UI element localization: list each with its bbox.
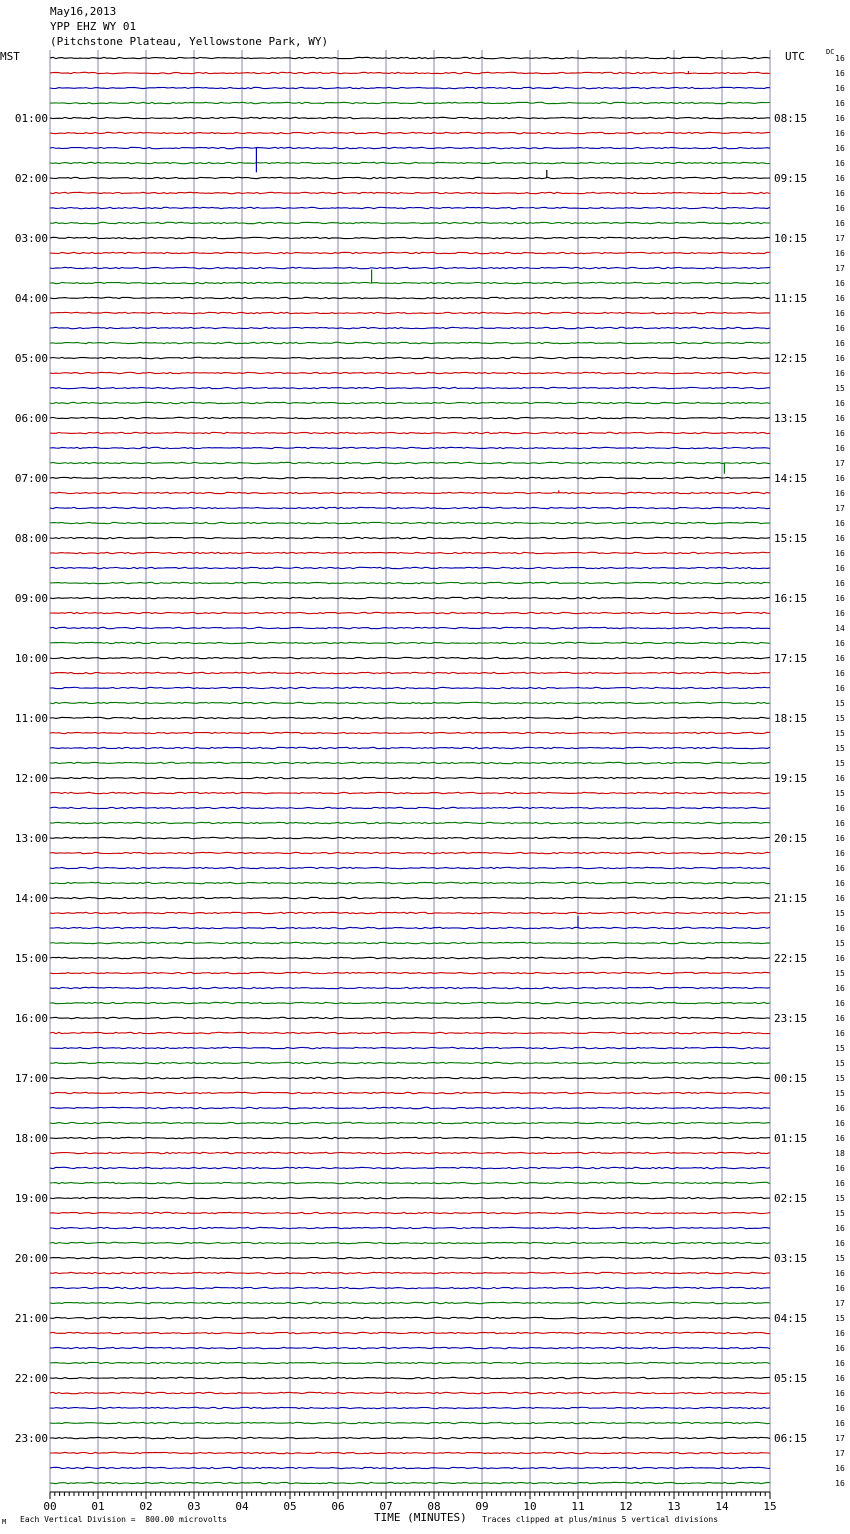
trace-row (50, 852, 770, 853)
dc-offset-label: 16 (835, 84, 845, 93)
trace-row (50, 717, 770, 718)
trace-row (50, 1212, 770, 1213)
mst-hour-label: 07:00 (14, 472, 48, 485)
trace-row (50, 1062, 770, 1063)
dc-offset-label: 17 (835, 1434, 845, 1443)
dc-offset-label: 16 (835, 1179, 845, 1188)
dc-offset-label: 16 (835, 174, 845, 183)
x-axis-title: TIME (MINUTES) (374, 1511, 467, 1524)
mst-hour-label: 17:00 (14, 1072, 48, 1085)
utc-hour-label: 21:15 (774, 892, 808, 905)
dc-offset-label: 16 (835, 1134, 845, 1143)
mst-hour-label: 22:00 (14, 1372, 48, 1385)
trace-row (50, 522, 770, 523)
dc-offset-label: 16 (835, 159, 845, 168)
dc-offset-label: 15 (835, 759, 845, 768)
dc-offset-label: 16 (835, 819, 845, 828)
utc-hour-label: 11:15 (774, 292, 808, 305)
dc-offset-label: 16 (835, 804, 845, 813)
trace-row (50, 687, 770, 688)
utc-hour-label: 18:15 (774, 712, 808, 725)
trace-row (50, 702, 770, 703)
trace-row (50, 1002, 770, 1003)
dc-offset-label: 16 (835, 489, 845, 498)
dc-offset-label: 16 (835, 114, 845, 123)
trace-row (50, 552, 770, 553)
date-label: May16,2013 (50, 5, 117, 18)
dc-offset-label: 15 (835, 1209, 845, 1218)
dc-offset-label: 16 (835, 249, 845, 258)
dc-offset-label: 18 (835, 1149, 845, 1158)
trace-row (50, 642, 770, 643)
dc-offset-label: 16 (835, 879, 845, 888)
footer-left-mark: M (2, 1518, 7, 1526)
dc-offset-label: 16 (835, 1329, 845, 1338)
trace-row (50, 327, 770, 328)
utc-hour-label: 22:15 (774, 952, 808, 965)
dc-offset-label: 16 (835, 684, 845, 693)
mst-hour-label: 04:00 (14, 292, 48, 305)
utc-hour-label: 03:15 (774, 1252, 808, 1265)
utc-hour-label: 06:15 (774, 1432, 808, 1445)
dc-offset-label: 16 (835, 474, 845, 483)
mst-hour-label: 10:00 (14, 652, 48, 665)
trace-row (50, 972, 770, 973)
mst-hour-label: 05:00 (14, 352, 48, 365)
dc-offset-label: 16 (835, 1404, 845, 1413)
dc-offset-label: 16 (835, 294, 845, 303)
x-tick-label: 13 (667, 1500, 681, 1513)
trace-row (50, 387, 770, 388)
dc-offset-label: 16 (835, 1359, 845, 1368)
utc-hour-label: 19:15 (774, 772, 808, 785)
trace-row (50, 357, 770, 358)
utc-hour-label: 02:15 (774, 1192, 808, 1205)
trace-row (50, 177, 770, 178)
dc-offset-label: 15 (835, 939, 845, 948)
x-tick-label: 15 (763, 1500, 777, 1513)
trace-row (50, 582, 770, 583)
dc-offset-label: 16 (835, 519, 845, 528)
trace-row (50, 267, 770, 268)
dc-offset-label: 16 (835, 639, 845, 648)
dc-offset-label: 16 (835, 1464, 845, 1473)
scale-note: Each Vertical Division = 800.00 microvolts (20, 1515, 228, 1524)
x-tick-label: 06 (331, 1500, 345, 1513)
dc-offset-label: 16 (835, 954, 845, 963)
x-tick-label: 10 (523, 1500, 537, 1513)
mst-hour-label: 23:00 (14, 1432, 48, 1445)
dc-offset-label: 15 (835, 1044, 845, 1053)
trace-row (50, 732, 770, 733)
x-tick-label: 01 (91, 1500, 105, 1513)
trace-row (50, 462, 770, 463)
dc-offset-label: 16 (835, 99, 845, 108)
utc-hour-label: 00:15 (774, 1072, 808, 1085)
mst-hour-label: 18:00 (14, 1132, 48, 1145)
trace-row (50, 237, 770, 238)
trace-row (50, 162, 770, 163)
trace-row (50, 627, 770, 628)
dc-offset-label: 17 (835, 459, 845, 468)
trace-row (50, 72, 770, 73)
trace-row (50, 792, 770, 793)
station-label: YPP EHZ WY 01 (50, 20, 137, 33)
trace-row (50, 567, 770, 568)
dc-offset-label: 16 (835, 1029, 845, 1038)
trace-row (50, 1302, 770, 1303)
trace-row (50, 882, 770, 883)
dc-offset-label: 15 (835, 744, 845, 753)
dc-offset-label: 16 (835, 399, 845, 408)
dc-offset-label: 16 (835, 354, 845, 363)
dc-offset-label: 16 (835, 1119, 845, 1128)
dc-offset-label: 16 (835, 69, 845, 78)
mst-hour-label: 19:00 (14, 1192, 48, 1205)
trace-row (50, 1047, 770, 1048)
dc-offset-label: 17 (835, 1449, 845, 1458)
trace-row (50, 252, 770, 253)
dc-offset-label: 15 (835, 969, 845, 978)
dc-offset-label: 16 (835, 924, 845, 933)
dc-offset-label: 16 (835, 579, 845, 588)
utc-hour-label: 20:15 (774, 832, 808, 845)
dc-offset-label: 16 (835, 429, 845, 438)
trace-row (50, 297, 770, 298)
trace-row (50, 537, 770, 538)
utc-hour-label: 13:15 (774, 412, 808, 425)
dc-offset-label: 16 (835, 1419, 845, 1428)
dc-offset-label: 16 (835, 564, 845, 573)
x-tick-label: 07 (379, 1500, 393, 1513)
trace-row (50, 1107, 770, 1108)
trace-row (50, 597, 770, 598)
dc-offset-label: 17 (835, 264, 845, 273)
mst-hour-label: 20:00 (14, 1252, 48, 1265)
utc-hour-label: 04:15 (774, 1312, 808, 1325)
trace-row (50, 1197, 770, 1198)
trace-row (50, 837, 770, 838)
dc-offset-label: 16 (835, 1164, 845, 1173)
trace-row (50, 342, 770, 343)
trace-row (50, 1452, 770, 1453)
dc-offset-label: 16 (835, 1239, 845, 1248)
mst-hour-label: 09:00 (14, 592, 48, 605)
mst-hour-label: 14:00 (14, 892, 48, 905)
dc-offset-label: 15 (835, 1074, 845, 1083)
trace-row (50, 762, 770, 763)
location-label: (Pitchstone Plateau, Yellowstone Park, WY) (50, 35, 329, 48)
trace-row (50, 1392, 770, 1393)
x-tick-label: 04 (235, 1500, 249, 1513)
trace-row (50, 477, 770, 478)
utc-hour-label: 14:15 (774, 472, 808, 485)
utc-hour-label: 23:15 (774, 1012, 808, 1025)
trace-row (50, 432, 770, 433)
dc-offset-label: 16 (835, 984, 845, 993)
trace-row (50, 492, 770, 493)
dc-offset-label: 16 (835, 534, 845, 543)
trace-row (50, 117, 770, 118)
dc-offset-label: 16 (835, 594, 845, 603)
dc-offset-label: 16 (835, 549, 845, 558)
utc-hour-label: 08:15 (774, 112, 808, 125)
trace-row (50, 672, 770, 673)
dc-offset-label: 16 (835, 1389, 845, 1398)
dc-offset-label: 15 (835, 714, 845, 723)
dc-offset-label: 15 (835, 384, 845, 393)
trace-row (50, 1182, 770, 1183)
x-tick-label: 03 (187, 1500, 201, 1513)
mst-hour-label: 01:00 (14, 112, 48, 125)
trace-row (50, 657, 770, 658)
trace-row (50, 807, 770, 808)
x-tick-label: 02 (139, 1500, 153, 1513)
mst-hour-label: 06:00 (14, 412, 48, 425)
dc-offset-label: 16 (835, 1284, 845, 1293)
dc-offset-label: 16 (835, 219, 845, 228)
dc-offset-label: 16 (835, 129, 845, 138)
trace-row (50, 822, 770, 823)
trace-row (50, 57, 770, 58)
dc-offset-label: 16 (835, 54, 845, 63)
trace-row (50, 417, 770, 418)
trace-row (50, 282, 770, 283)
dc-offset-label: 16 (835, 894, 845, 903)
dc-offset-label: 17 (835, 234, 845, 243)
trace-row (50, 132, 770, 133)
trace-row (50, 987, 770, 988)
trace-row (50, 207, 770, 208)
trace-row (50, 912, 770, 913)
mst-hour-label: 08:00 (14, 532, 48, 545)
utc-hour-label: 12:15 (774, 352, 808, 365)
dc-label: DC (826, 48, 835, 56)
dc-offset-label: 15 (835, 1254, 845, 1263)
trace-row (50, 1257, 770, 1258)
x-tick-label: 09 (475, 1500, 489, 1513)
trace-row (50, 1467, 770, 1468)
utc-axis-label: UTC (785, 50, 805, 63)
mst-hour-label: 15:00 (14, 952, 48, 965)
trace-row (50, 867, 770, 868)
mst-hour-label: 12:00 (14, 772, 48, 785)
dc-offset-label: 16 (835, 369, 845, 378)
dc-offset-label: 16 (835, 1344, 845, 1353)
trace-row (50, 447, 770, 448)
trace-row (50, 1137, 770, 1138)
dc-offset-label: 16 (835, 654, 845, 663)
utc-hour-label: 10:15 (774, 232, 808, 245)
trace-row (50, 507, 770, 508)
trace-row (50, 1152, 770, 1153)
trace-row (50, 777, 770, 778)
trace-row (50, 372, 770, 373)
x-tick-label: 00 (43, 1500, 57, 1513)
trace-row (50, 87, 770, 88)
dc-offset-label: 16 (835, 864, 845, 873)
utc-hour-label: 09:15 (774, 172, 808, 185)
dc-offset-label: 16 (835, 1224, 845, 1233)
trace-row (50, 1032, 770, 1033)
utc-hour-label: 17:15 (774, 652, 808, 665)
dc-offset-label: 16 (835, 849, 845, 858)
trace-row (50, 1167, 770, 1168)
dc-offset-label: 15 (835, 909, 845, 918)
trace-row (50, 1362, 770, 1363)
clip-note: Traces clipped at plus/minus 5 vertical divisions (482, 1515, 719, 1524)
trace-row (50, 147, 770, 148)
utc-hour-label: 16:15 (774, 592, 808, 605)
dc-offset-label: 16 (835, 324, 845, 333)
trace-row (50, 1017, 770, 1018)
trace-row (50, 402, 770, 403)
trace-row (50, 1242, 770, 1243)
dc-offset-label: 15 (835, 699, 845, 708)
trace-row (50, 312, 770, 313)
dc-offset-label: 16 (835, 1104, 845, 1113)
trace-row (50, 957, 770, 958)
trace-row (50, 1317, 770, 1318)
trace-row (50, 747, 770, 748)
trace-row (50, 1332, 770, 1333)
trace-row (50, 1272, 770, 1273)
x-tick-label: 14 (715, 1500, 729, 1513)
trace-row (50, 942, 770, 943)
mst-hour-label: 02:00 (14, 172, 48, 185)
trace-row (50, 1422, 770, 1423)
trace-row (50, 1287, 770, 1288)
dc-offset-label: 14 (835, 624, 845, 633)
trace-row (50, 192, 770, 193)
dc-offset-label: 15 (835, 789, 845, 798)
trace-row (50, 1092, 770, 1093)
mst-hour-label: 11:00 (14, 712, 48, 725)
dc-offset-label: 15 (835, 729, 845, 738)
utc-hour-label: 01:15 (774, 1132, 808, 1145)
x-tick-label: 12 (619, 1500, 633, 1513)
x-tick-label: 08 (427, 1500, 441, 1513)
trace-row (50, 1482, 770, 1483)
dc-offset-label: 16 (835, 189, 845, 198)
trace-row (50, 1407, 770, 1408)
dc-offset-label: 17 (835, 1299, 845, 1308)
dc-offset-label: 16 (835, 279, 845, 288)
mst-hour-label: 16:00 (14, 1012, 48, 1025)
dc-offset-label: 15 (835, 1314, 845, 1323)
trace-row (50, 1122, 770, 1123)
dc-offset-label: 15 (835, 1089, 845, 1098)
dc-offset-label: 17 (835, 504, 845, 513)
trace-row (50, 612, 770, 613)
trace-row (50, 1077, 770, 1078)
dc-offset-label: 16 (835, 669, 845, 678)
dc-offset-label: 15 (835, 1059, 845, 1068)
dc-offset-label: 15 (835, 1194, 845, 1203)
trace-row (50, 222, 770, 223)
dc-offset-label: 16 (835, 339, 845, 348)
dc-offset-label: 16 (835, 444, 845, 453)
dc-offset-label: 16 (835, 414, 845, 423)
dc-offset-label: 16 (835, 1269, 845, 1278)
trace-row (50, 1377, 770, 1378)
dc-offset-label: 16 (835, 144, 845, 153)
x-tick-label: 05 (283, 1500, 297, 1513)
dc-offset-label: 16 (835, 204, 845, 213)
x-tick-label: 11 (571, 1500, 585, 1513)
trace-row (50, 102, 770, 103)
dc-offset-label: 16 (835, 1479, 845, 1488)
dc-offset-label: 16 (835, 609, 845, 618)
utc-hour-label: 05:15 (774, 1372, 808, 1385)
dc-offset-label: 16 (835, 999, 845, 1008)
mst-hour-label: 03:00 (14, 232, 48, 245)
trace-row (50, 1347, 770, 1348)
trace-row (50, 897, 770, 898)
dc-offset-label: 16 (835, 834, 845, 843)
dc-offset-label: 16 (835, 1014, 845, 1023)
mst-hour-label: 21:00 (14, 1312, 48, 1325)
mst-axis-label: MST (0, 50, 20, 63)
trace-row (50, 1437, 770, 1438)
trace-row (50, 927, 770, 928)
mst-hour-label: 13:00 (14, 832, 48, 845)
dc-offset-label: 16 (835, 309, 845, 318)
trace-row (50, 1227, 770, 1228)
dc-offset-label: 16 (835, 774, 845, 783)
dc-offset-label: 16 (835, 1374, 845, 1383)
utc-hour-label: 15:15 (774, 532, 808, 545)
